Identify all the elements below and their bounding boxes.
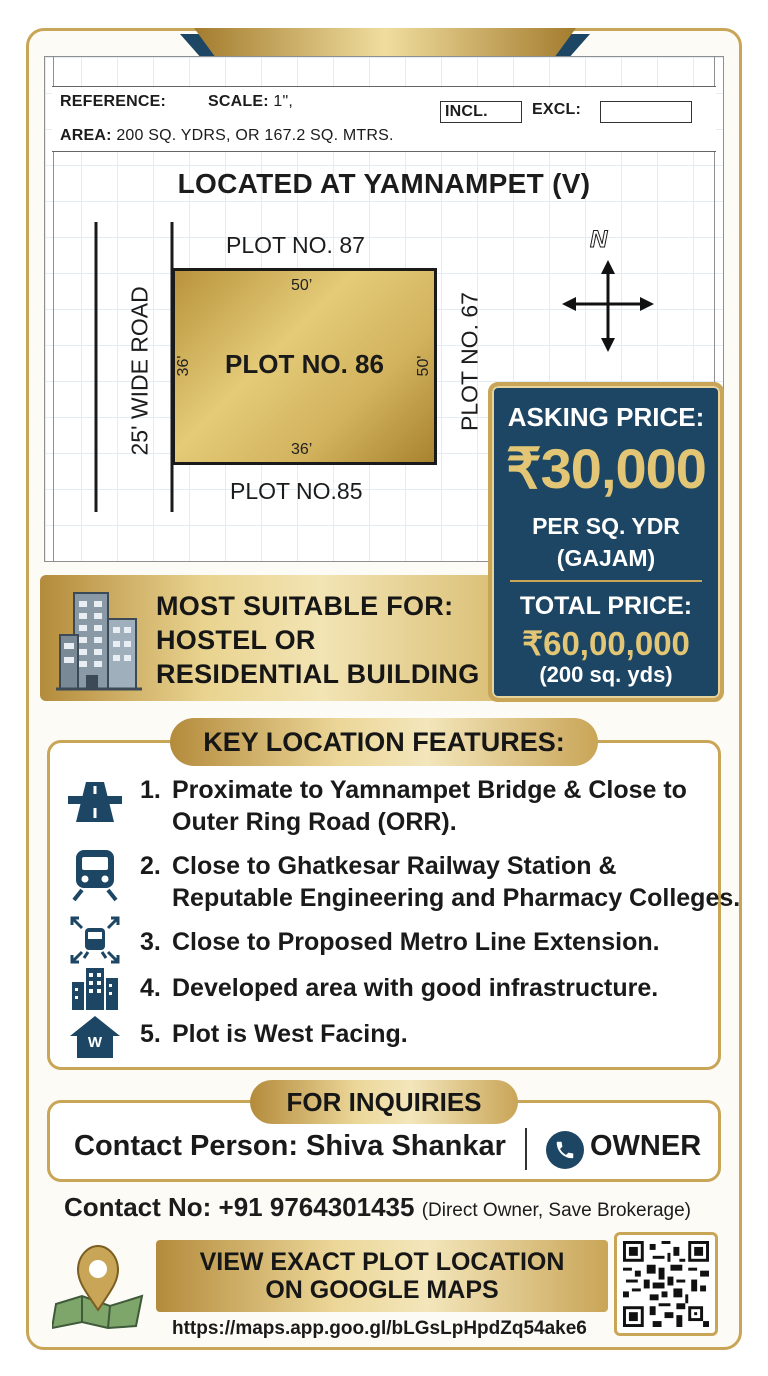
feature-5-number: 5. bbox=[140, 1020, 161, 1048]
city-icon bbox=[68, 966, 122, 1010]
qr-code[interactable] bbox=[614, 1232, 718, 1336]
dim-right: 50' bbox=[415, 355, 432, 377]
plan-header bbox=[52, 86, 716, 152]
suitable-line-3: RESIDENTIAL BUILDING bbox=[156, 659, 480, 689]
feature-1-number: 1. bbox=[140, 776, 161, 804]
feature-item-3 bbox=[140, 926, 660, 958]
location-title: LOCATED AT YAMNAMPET (V) bbox=[177, 168, 591, 199]
contact-divider bbox=[525, 1128, 527, 1170]
total-price-value: ₹60,00,000 bbox=[522, 625, 690, 662]
plot-86-shape bbox=[172, 268, 437, 465]
maps-button-line-1: VIEW EXACT PLOT LOCATION bbox=[199, 1248, 565, 1276]
suitable-text bbox=[156, 589, 480, 691]
price-divider bbox=[510, 580, 702, 582]
feature-item-2 bbox=[140, 850, 740, 914]
plot-67-label: PLOT NO. 67 bbox=[456, 292, 483, 431]
total-price-note: (200 sq. yds) bbox=[539, 662, 673, 687]
contact-person: Contact Person: Shiva Shankar bbox=[74, 1130, 506, 1162]
road-label: 25' WIDE ROAD bbox=[126, 286, 153, 456]
feature-4-line-1: Developed area with good infrastructure. bbox=[172, 974, 659, 1002]
feature-2-line-2: Reputable Engineering and Pharmacy Colleges. bbox=[172, 884, 741, 912]
feature-4-number: 4. bbox=[140, 974, 161, 1002]
price-unit-line-2: (GAJAM) bbox=[556, 545, 656, 571]
west-letter: W bbox=[87, 1034, 103, 1051]
scale-label: SCALE: bbox=[208, 93, 269, 110]
phone-icon[interactable] bbox=[546, 1131, 584, 1169]
price-unit-line-1: PER SQ. YDR bbox=[532, 513, 680, 539]
price-unit bbox=[492, 510, 720, 574]
maps-button-line-2: ON GOOGLE MAPS bbox=[265, 1276, 499, 1304]
features-heading: KEY LOCATION FEATURES: bbox=[170, 718, 598, 766]
map-pin-icon bbox=[52, 1238, 146, 1330]
feature-item-5 bbox=[140, 1018, 408, 1050]
plot-87-label: PLOT NO. 87 bbox=[226, 232, 365, 258]
metro-icon bbox=[68, 914, 122, 966]
total-price-label: TOTAL PRICE: bbox=[519, 592, 693, 620]
reference-label: REFERENCE: bbox=[60, 93, 167, 110]
suitable-line-1: MOST SUITABLE FOR: bbox=[156, 591, 454, 621]
asking-price-label: ASKING PRICE: bbox=[507, 402, 705, 432]
contact-number-line bbox=[64, 1192, 691, 1223]
dim-left: 36' bbox=[175, 355, 192, 377]
feature-2-line-1: Close to Ghatkesar Railway Station & bbox=[172, 852, 617, 880]
contact-number[interactable]: Contact No: +91 9764301435 bbox=[64, 1192, 415, 1222]
scale-field bbox=[208, 93, 293, 111]
maps-url-link[interactable]: https://maps.app.goo.gl/bLGsLpHpdZq54ake6 bbox=[172, 1318, 587, 1339]
suitable-line-2: HOSTEL OR bbox=[156, 625, 316, 655]
view-on-google-maps-button[interactable] bbox=[156, 1240, 608, 1312]
contact-note: (Direct Owner, Save Brokerage) bbox=[421, 1200, 691, 1221]
inquiries-heading: FOR INQUIRIES bbox=[250, 1080, 518, 1124]
area-label: AREA: bbox=[60, 127, 112, 144]
incl-box bbox=[440, 101, 522, 123]
scale-value: 1", bbox=[273, 93, 294, 110]
owner-label: OWNER bbox=[590, 1130, 702, 1162]
qr-code-icon bbox=[623, 1241, 709, 1327]
north-label: N bbox=[590, 226, 608, 253]
west-home-icon bbox=[68, 1014, 122, 1060]
area-value: 200 SQ. YDRS, OR 167.2 SQ. MTRS. bbox=[116, 127, 394, 144]
feature-1-line-2: Outer Ring Road (ORR). bbox=[172, 808, 457, 836]
plot-85-label: PLOT NO.85 bbox=[230, 478, 363, 504]
train-icon bbox=[68, 848, 122, 902]
feature-item-4 bbox=[140, 972, 658, 1004]
dim-top: 50’ bbox=[291, 277, 313, 294]
incl-label: INCL. bbox=[445, 103, 488, 120]
area-field bbox=[60, 127, 394, 145]
feature-3-line-1: Close to Proposed Metro Line Extension. bbox=[172, 928, 660, 956]
feature-item-1 bbox=[140, 774, 687, 838]
highway-icon bbox=[68, 778, 122, 826]
building-icon bbox=[56, 585, 142, 691]
asking-price-value: ₹30,000 bbox=[506, 437, 706, 500]
feature-3-number: 3. bbox=[140, 928, 161, 956]
dim-bottom: 36’ bbox=[291, 441, 313, 458]
compass-icon bbox=[560, 258, 656, 354]
feature-1-line-1: Proximate to Yamnampet Bridge & Close to bbox=[172, 776, 687, 804]
price-box bbox=[488, 382, 724, 702]
suitable-banner bbox=[40, 575, 510, 701]
feature-2-number: 2. bbox=[140, 852, 161, 880]
feature-5-line-1: Plot is West Facing. bbox=[172, 1020, 408, 1048]
excl-box bbox=[600, 101, 692, 123]
excl-label: EXCL: bbox=[532, 101, 581, 118]
plot-86-label: PLOT NO. 86 bbox=[225, 349, 384, 379]
